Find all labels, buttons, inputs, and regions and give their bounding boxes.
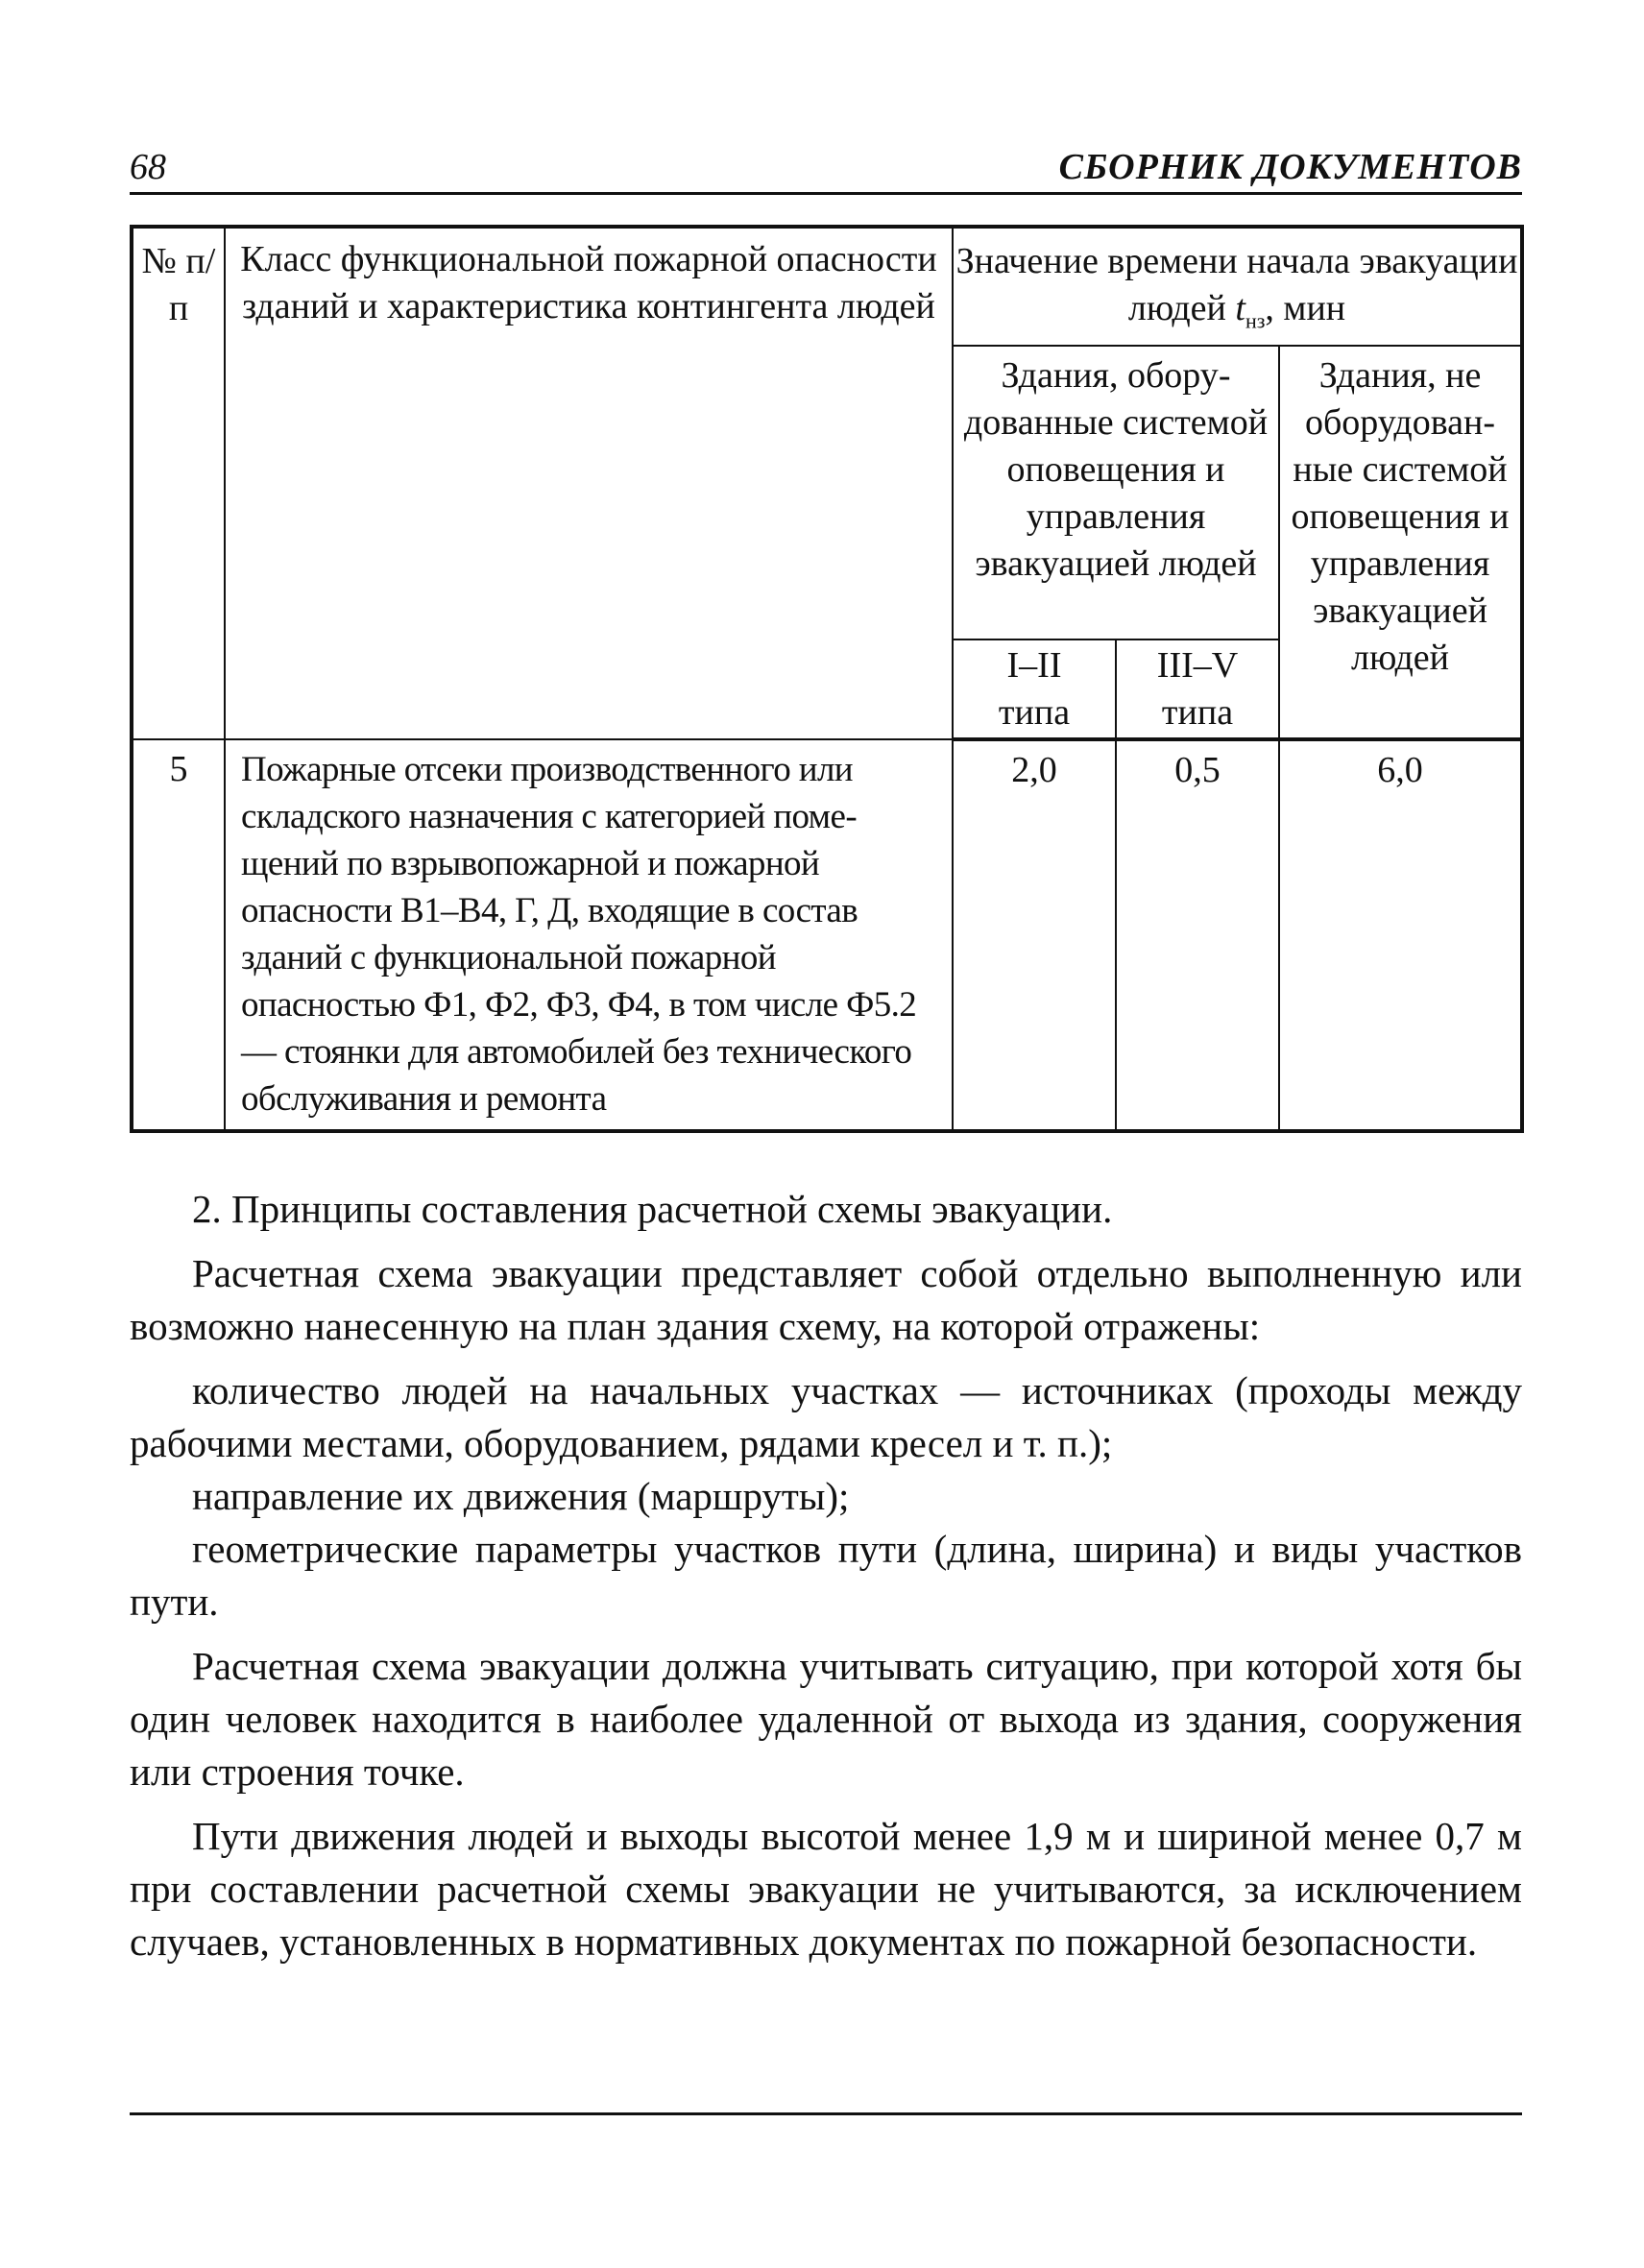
header-type-3-5-label: III–V типа: [1156, 644, 1239, 733]
header-class: [225, 227, 953, 739]
row-type-3-5: 0,5: [1116, 739, 1279, 1131]
header-class-label: Класс функциональной пожарной опасности зданий и характеристика контингента людей: [240, 239, 937, 326]
paragraph-1: Расчетная схема эвакуации представляет собой отдельно выполненную или возможно нанесенную на план здания схему, на которой отражены:: [130, 1251, 1522, 1348]
paragraph-5: Расчетная схема эвакуации должна учитывать ситуацию, при которой хотя бы один человек находится в наиболее удаленной от выхода из здания, сооружения или строения точке.: [130, 1644, 1522, 1794]
header-time: [953, 227, 1522, 346]
header-type-1-2-label: I–II типа: [998, 644, 1071, 733]
header-not-equipped-label: Здания, не оборудованные системой оповещения и управления эвакуацией людей: [1291, 354, 1510, 678]
row-num: 5: [132, 739, 225, 1131]
header-time-prefix: Значение времени начала эвакуации людей: [955, 241, 1518, 328]
footer-rule: [130, 2112, 1522, 2115]
paragraph-6: Пути движения людей и выходы высотой менее 1,9 м и шириной менее 0,7 м при составлении расчетной схемы эвакуации не учитываются, за исключением случаев, установленных в нормативных документах по пожарной безопасности.: [130, 1814, 1522, 1964]
page-number: 68: [130, 147, 166, 187]
header-num: [132, 227, 225, 739]
evacuation-time-table: [130, 225, 1524, 1133]
header-equipped-label: Здания, оборудованные системой оповещения и управления эвакуацией людей: [963, 354, 1269, 584]
paragraph-3: направление их движения (маршруты);: [192, 1474, 850, 1518]
running-title: СБОРНИК ДОКУМЕНТОВ: [1058, 147, 1522, 187]
paragraph-2: количество людей на начальных участках — источниках (проходы между рабочими местами, оборудованием, рядами кресел и т. п.);: [130, 1368, 1522, 1465]
header-time-symbol: t: [1235, 288, 1245, 328]
header-time-subscript: нз: [1245, 308, 1266, 333]
header-type-1-2: [953, 639, 1116, 739]
section-heading: 2. Принципы составления расчетной схемы эвакуации.: [192, 1187, 1113, 1231]
page-header: [130, 142, 1522, 195]
table-row: [132, 739, 1522, 1131]
header-equipped: [953, 346, 1279, 639]
header-num-label: № п/п: [141, 241, 216, 328]
row-not-equipped: 6,0: [1279, 739, 1522, 1131]
row-description: Пожарные отсеки производственного или складского назначения с категорией помещений по взрывопожарной и пожарной опасности В1–В4, Г, Д, входящие в состав зданий с функциональной пожарной опасностью Ф1, Ф2, Ф3, Ф4, в том числе Ф5.2 — стоянки для автомобилей без технического обслуживания и ремонта: [225, 739, 953, 1131]
body-text: [130, 1183, 1522, 1968]
header-time-suffix: , мин: [1265, 288, 1346, 328]
row-type-1-2: 2,0: [953, 739, 1116, 1131]
header-type-3-5: [1116, 639, 1279, 739]
paragraph-4: геометрические параметры участков пути (длина, ширина) и виды участков пути.: [130, 1527, 1522, 1624]
header-not-equipped: [1279, 346, 1522, 739]
